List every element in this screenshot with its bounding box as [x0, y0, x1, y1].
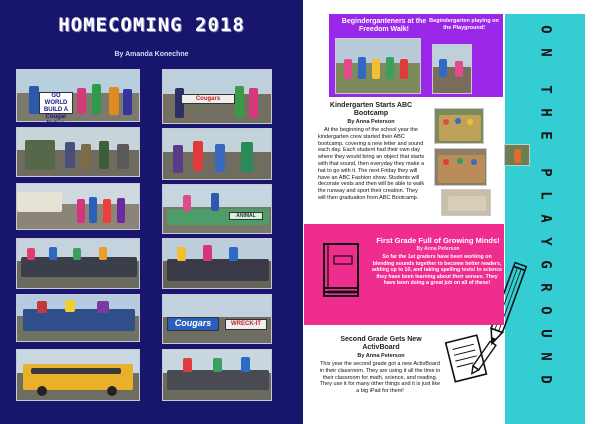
parade-photo-6	[162, 184, 272, 234]
parade-photo-11	[162, 349, 272, 401]
second-grade-article-byline: By Anna Peterson	[357, 353, 405, 359]
student-photo	[504, 144, 530, 166]
kindergarten-hats-photo	[434, 148, 487, 186]
cougars-sign: Cougars	[167, 317, 219, 331]
vertical-title-letter: U	[537, 329, 554, 338]
homecoming-byline: By Amanda Konechne	[114, 51, 189, 58]
parade-banner: Cougars	[181, 94, 235, 104]
playground-caption: Begindergarten playing on the Playground!	[429, 18, 499, 31]
first-grade-article-byline: By Anna Peterson	[416, 246, 460, 252]
school-bus-photo	[16, 349, 140, 401]
book-icon	[318, 240, 364, 300]
second-grade-article-body: This year the second grade got a new ActivBoard in their classroom. They are using it all the time in their classroom for math, science, and reading. They use it for many other things and it is just like a big iPad for them!	[319, 361, 441, 395]
parade-photo-7	[16, 238, 140, 289]
paper-pencil-icon	[442, 330, 498, 384]
homecoming-title: HOMECOMING 2018	[58, 14, 245, 36]
vertical-title-letter: G	[537, 260, 554, 269]
vertical-title-letter: Y	[537, 237, 554, 246]
kindergarten-class-photo	[434, 108, 484, 144]
parade-photo-4	[162, 128, 272, 180]
vertical-title-letter: E	[537, 131, 554, 140]
parade-photo-3	[16, 127, 140, 177]
parade-photo-9	[16, 294, 140, 342]
freedom-walk-caption: Beginderganteners at the Freedom Walk!	[341, 18, 427, 33]
begindergarten-playground-photo	[432, 44, 472, 94]
vertical-title-letter: D	[537, 375, 554, 384]
second-grade-article-title: Second Grade Gets New ActivBoard	[340, 336, 422, 351]
kindergarten-article-body: At the beginning of the school year the kindergarten crew started their ABC bootcamp, covering a new letter and sound each day. Each student had their own day where they would bring an object that starts with that sound, then everyday they make a hat to go with it. The next Friday they will have an ABC Fashion show. Students will decorate vests and then will be able to walk the runway and sport their creation. They will then graduation from ABC Bootcamp.	[318, 127, 425, 201]
vertical-title-letter: T	[537, 85, 554, 94]
parade-photo-5	[16, 183, 140, 230]
vertical-title-letter: P	[537, 168, 554, 177]
vertical-title-letter: N	[537, 48, 554, 57]
sand-tray-photo	[441, 189, 491, 216]
vertical-title-letter: A	[537, 214, 554, 223]
freedom-walk-photo	[335, 38, 421, 94]
first-grade-article-title: First Grade Full of Growing Minds!	[376, 236, 500, 245]
wreck-it-sign: WRECK-IT	[225, 319, 267, 330]
float-sign: ANIMAL	[229, 212, 263, 220]
vertical-title-letter: L	[537, 191, 554, 200]
parade-photo-1	[16, 69, 140, 127]
parade-sign: GO WORLD BUILD A Cougar Nation	[39, 92, 73, 114]
vertical-title-letter: H	[537, 108, 554, 117]
parade-photo-8	[162, 238, 272, 289]
vertical-title-letter: N	[537, 352, 554, 361]
parade-photo-10	[162, 294, 272, 344]
kindergarten-article-title: Kindergarten Starts ABC Bootcamp	[329, 102, 413, 117]
vertical-title-letter: R	[537, 283, 554, 292]
first-grade-article-body: So far the 1st graders have been working on blending sounds together to become better readers, adding up to 10, and taking spelling tests! In science they have been learning about their senses. They have been doing a great job on all of these!	[372, 254, 502, 287]
parade-photo-2	[162, 69, 272, 124]
vertical-title-letter: O	[537, 306, 554, 315]
kindergarten-article-byline: By Anna Peterson	[347, 119, 395, 125]
vertical-title-letter: O	[537, 25, 554, 34]
